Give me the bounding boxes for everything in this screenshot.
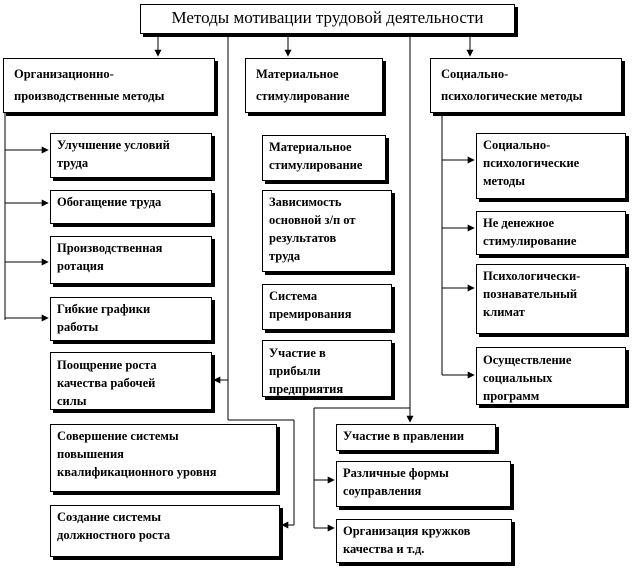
social-item-4 <box>476 347 626 405</box>
org-item-5-label: Поощрение роста качества рабочей силы <box>57 358 157 408</box>
social-item-3 <box>476 264 626 334</box>
material-item-3-label: Система премирования <box>269 289 352 321</box>
material-item-1-label: Материальное стимулирование <box>269 140 363 172</box>
social-item-1 <box>476 133 626 199</box>
participation-item-2-label: Различные формы соуправления <box>343 466 449 498</box>
social-item-3-label: Психологически- познавательный климат <box>483 269 581 319</box>
diagram-title: Методы мотивации трудовой деятельности <box>171 8 484 27</box>
social-item-2-label: Не денежное стимулирование <box>483 216 577 248</box>
org-item-1 <box>50 133 212 178</box>
material-item-4-label: Участие в прибыли предприятия <box>269 346 344 396</box>
material-item-2-label: Зависимость основной з/п от результатов труда <box>269 195 356 263</box>
org-item-7-label: Создание системы должностного роста <box>57 510 171 542</box>
social-item-2 <box>476 211 626 255</box>
group-social-label: Социально- психологические методы <box>441 67 583 103</box>
material-item-2 <box>262 190 392 272</box>
group-material <box>245 58 383 113</box>
group-organizational <box>3 58 215 113</box>
group-social <box>430 58 622 113</box>
group-organizational-label: Организационно- производственные методы <box>14 67 165 103</box>
participation-item-2 <box>336 461 511 507</box>
org-item-6-label: Совершение системы повышения квалификационного уровня <box>57 429 217 479</box>
org-item-4 <box>50 297 212 341</box>
participation-item-3 <box>336 519 512 563</box>
participation-item-1-label: Участие в правлении <box>343 429 465 443</box>
material-item-4 <box>262 340 392 397</box>
org-item-4-label: Гибкие графики работы <box>57 302 151 334</box>
material-item-1 <box>262 135 386 181</box>
group-material-label: Материальное стимулирование <box>256 67 350 103</box>
participation-item-1 <box>336 424 496 451</box>
org-item-3 <box>50 236 212 284</box>
org-item-6 <box>50 424 277 492</box>
org-item-1-label: Улучшение условий труда <box>57 138 170 170</box>
org-item-3-label: Производственная ротация <box>57 241 163 273</box>
org-item-2-label: Обогащение труда <box>57 195 162 209</box>
material-item-3 <box>262 284 392 330</box>
org-item-2 <box>50 190 212 224</box>
org-item-5 <box>50 352 212 410</box>
org-item-7 <box>50 505 280 557</box>
social-item-4-label: Осуществление социальных программ <box>483 353 572 403</box>
participation-item-3-label: Организация кружков качества и т.д. <box>343 524 471 556</box>
social-item-1-label: Социально- психологические методы <box>483 138 580 188</box>
title-box <box>140 4 515 34</box>
